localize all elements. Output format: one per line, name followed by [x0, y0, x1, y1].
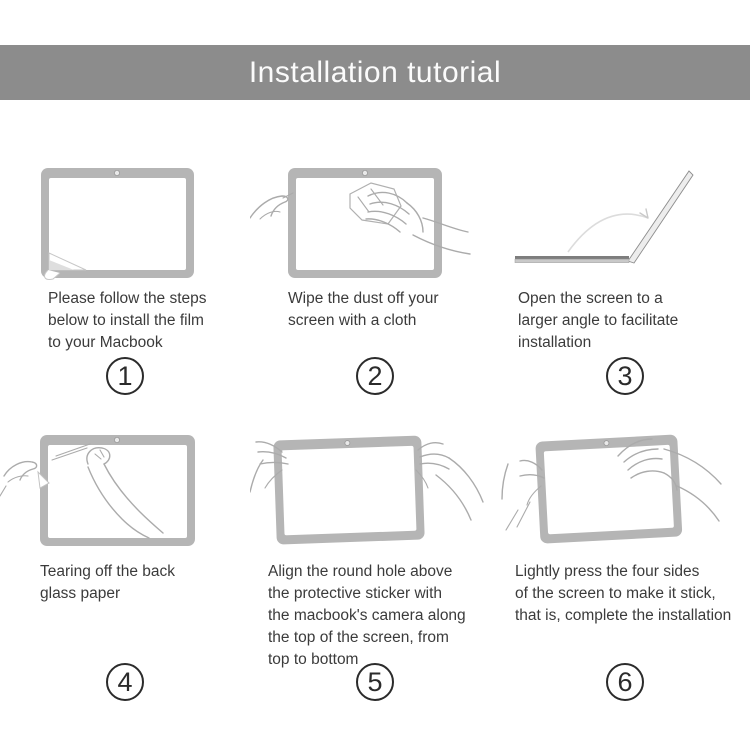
caption-line: Open the screen to a — [518, 290, 663, 307]
step-number-badge — [356, 663, 394, 701]
step-number: 3 — [617, 360, 633, 391]
caption-line: Align the round hole above — [268, 563, 453, 580]
step-caption — [0, 288, 250, 354]
step-caption — [250, 288, 500, 332]
step-caption — [500, 561, 750, 627]
steps-row-2 — [0, 400, 750, 750]
step-number-badge — [606, 357, 644, 395]
caption-line: larger angle to facilitate — [518, 312, 679, 329]
caption-line: the top of the screen, from — [268, 629, 449, 646]
caption-line: below to install the film — [48, 312, 204, 329]
step-number: 1 — [117, 360, 133, 391]
caption-line: screen with a cloth — [288, 312, 417, 329]
step-number-badge — [356, 357, 394, 395]
caption-line: Tearing off the back — [40, 563, 175, 580]
caption-line: to your Macbook — [48, 334, 163, 351]
tutorial-banner — [0, 45, 750, 100]
step-6-panel — [500, 400, 750, 750]
step-number-badge — [606, 663, 644, 701]
caption-line: Lightly press the four sides — [515, 563, 700, 580]
press-edges-illustration — [500, 430, 750, 555]
step-number: 6 — [617, 666, 633, 697]
caption-line: of the screen to make it stick, — [515, 585, 716, 602]
wipe-screen-illustration — [250, 166, 500, 281]
step-number: 4 — [117, 666, 133, 697]
caption-line: that is, complete the installation — [515, 607, 732, 624]
steps-grid — [0, 110, 750, 750]
step-number-badge — [106, 663, 144, 701]
caption-line: installation — [518, 334, 592, 351]
caption-line: the protective sticker with — [268, 585, 443, 602]
step-3-panel — [500, 110, 750, 400]
caption-line: Wipe the dust off your — [288, 290, 439, 307]
film-peel-illustration — [0, 166, 250, 281]
caption-line: Please follow the steps — [48, 290, 207, 307]
page-title: Installation tutorial — [248, 55, 502, 89]
step-number-badge — [106, 357, 144, 395]
steps-row-1 — [0, 110, 750, 400]
step-2-panel — [250, 110, 500, 400]
caption-line: top to bottom — [268, 651, 359, 668]
step-5-panel — [250, 400, 500, 750]
caption-line: glass paper — [40, 585, 121, 602]
step-number: 2 — [367, 360, 383, 391]
step-1-panel — [0, 110, 250, 400]
step-caption — [500, 288, 750, 354]
open-laptop-illustration — [500, 166, 750, 281]
align-film-illustration — [250, 430, 500, 555]
caption-line: the macbook's camera along — [268, 607, 466, 624]
step-number: 5 — [367, 666, 383, 697]
step-caption — [0, 561, 250, 605]
step-caption — [250, 561, 500, 671]
step-4-panel — [0, 400, 250, 750]
tear-backing-illustration — [0, 430, 250, 555]
